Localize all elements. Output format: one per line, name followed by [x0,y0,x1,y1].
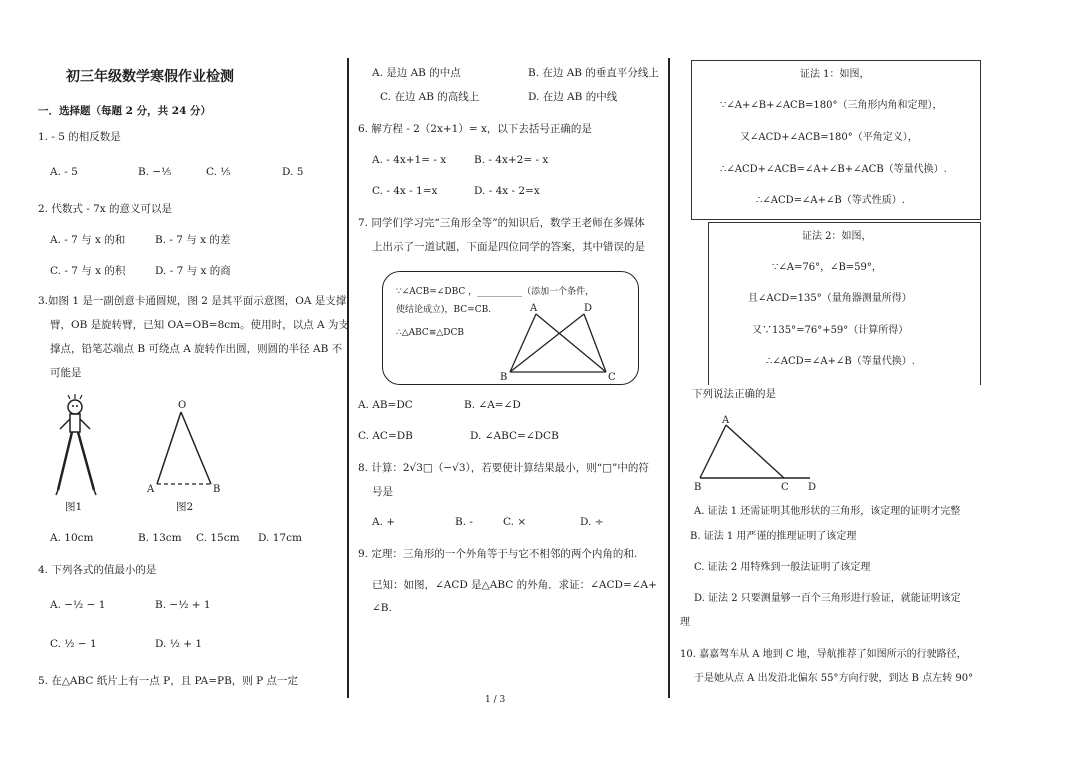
q3-option-a: A. 10cm [50,532,94,544]
label-d: D [584,303,593,314]
q9-triangle-figure [692,415,832,495]
q4-option-b: B. −½ + 1 [155,599,211,611]
q2-option-b: B. - 7 与 x 的差 [155,234,231,246]
q9-line-1: 9. 定理：三角形的一个外角等于与它不相邻的两个内角的和. [358,548,638,560]
label-o: O [178,400,187,411]
q7-option-d: D. ∠ABC=∠DCB [470,430,559,442]
q2-stem: 2. 代数式 - 7x 的意义可以是 [38,203,173,215]
label-a: A [530,303,538,314]
q2-option-a: A. - 7 与 x 的和 [50,234,126,246]
q1-option-c: C. ⅕ [206,166,231,178]
q8-option-d: D. ÷ [580,516,604,528]
q1-option-d: D. 5 [282,166,304,178]
label-b: B [213,484,221,495]
proof-1-line-3: ∴∠ACD+∠ACB=∠A+∠B+∠ACB（等量代换）. [720,164,947,175]
q3-line-1: 3.如图 1 是一副创意卡通圆规，图 2 是其平面示意图，OA 是支撑 [38,295,347,307]
q2-option-c: C. - 7 与 x 的积 [50,265,126,277]
q3-option-d: D. 17cm [258,532,302,544]
q9-line-3: ∠B. [372,602,392,614]
q6-option-a: A. - 4x+1= - x [372,154,447,166]
q9-option-d-line-2: 理 [680,617,690,628]
q1-option-a: A. - 5 [50,166,78,178]
q7-triangles-figure [498,302,623,382]
q6-option-d: D. - 4x - 2=x [474,185,540,197]
q5-option-a: A. 是边 AB 的中点 [372,67,461,79]
label-d: D [808,482,817,493]
q4-option-a: A. −½ − 1 [50,599,106,611]
q7-box-line-2: 使结论成立)，BC=CB. [396,305,492,315]
proof-2-line-3: 又∵135°=76°+59°（计算所得） [752,325,909,336]
q4-stem: 4. 下列各式的值最小的是 [38,564,157,576]
proof-1-line-1: ∵∠A+∠B+∠ACB=180°（三角形内角和定理）， [720,100,943,111]
proof-1-line-4: ∴∠ACD=∠A+∠B（等式性质）. [756,195,905,206]
q9-option-a: A. 证法 1 还需证明其他形状的三角形，该定理的证明才完整 [694,506,961,517]
proof-2-line-1: ∵∠A=76°，∠B=59°， [772,262,882,273]
q7-option-a: A. AB=DC [358,399,413,411]
q5-option-b: B. 在边 AB 的垂直平分线上 [528,67,659,79]
q8-option-b: B. - [455,516,473,528]
q3-line-4: 可能是 [50,367,82,379]
label-c: C [608,372,616,383]
proof-1-line-2: 又∠ACD+∠ACB=180°（平角定义）， [740,132,918,143]
fig1-caption: 图1 [65,501,83,513]
section-heading: 一．选择题（每题 2 分，共 24 分） [38,105,212,117]
q7-box-line-3: ∴△ABC≌△DCB [396,328,464,338]
q7-option-b: B. ∠A=∠D [464,399,521,411]
q3-option-c: C. 15cm [196,532,240,544]
q10-line-1: 10. 嘉嘉驾车从 A 地到 C 地，导航推荐了如图所示的行驶路径， [680,649,967,660]
column-divider-2 [668,58,670,698]
label-a: A [147,484,155,495]
q2-option-d: D. - 7 与 x 的商 [155,265,231,277]
column-divider-1 [347,58,349,698]
proof-2-line-2: 且∠ACD=135°（量角器测量所得） [748,293,912,304]
q3-line-3: 撑点，铅笔芯端点 B 可绕点 A 旋转作出圆，则圆的半径 AB 不 [50,343,343,355]
q4-option-c: C. ½ − 1 [50,638,97,650]
q6-option-c: C. - 4x - 1=x [372,185,438,197]
q7-box-line-1: ∵∠ACB=∠DBC ，__________（添加一个条件， [396,287,595,297]
label-b: B [694,482,702,493]
proof-1-heading: 证法 1：如图， [800,69,870,80]
q6-option-b: B. - 4x+2= - x [474,154,549,166]
q4-option-d: D. ½ + 1 [155,638,203,650]
q6-stem: 6. 解方程 - 2（2x+1）= x，以下去括号正确的是 [358,123,592,135]
q9-line-2: 已知：如图，∠ACD 是△ABC 的外角．求证：∠ACD=∠A+ [372,579,657,591]
q7-line-2: 上出示了一道试题，下面是四位同学的答案，其中错误的是 [372,241,645,253]
page-title: 初三年级数学寒假作业检测 [66,69,234,85]
page-number: 1 / 3 [485,695,506,705]
q5-option-d: D. 在边 AB 的中线 [528,91,618,103]
proof-2-line-4: ∴∠ACD=∠A+∠B（等量代换）. [766,356,915,367]
q1-option-b: B. −⅕ [138,166,172,178]
label-c: C [781,482,789,493]
q8-line-1: 8. 计算：2√3□（−√3），若要使计算结果最小，则“□”中的符 [358,462,649,474]
q9-option-c: C. 证法 2 用特殊到一般法证明了该定理 [694,562,871,573]
q8-option-a: A. + [372,516,396,528]
cartoon-compass-figure [48,395,108,495]
proof-2-heading: 证法 2：如图， [802,231,872,242]
q7-line-1: 7. 同学们学习完“三角形全等”的知识后，数学王老师在多媒体 [358,217,645,229]
q9-option-d-line-1: D. 证法 2 只要测量够一百个三角形进行验证，就能证明该定 [694,593,961,604]
q1-stem: 1. - 5 的相反数是 [38,131,121,143]
q9-option-b: B. 证法 1 用严谨的推理证明了该定理 [690,531,857,542]
q9-prompt: 下列说法正确的是 [692,388,776,400]
q3-option-b: B. 13cm [138,532,182,544]
q3-line-2: 臂，OB 是旋转臂，已知 OA=OB=8cm。使用时，以点 A 为支 [50,319,349,331]
q5-option-c: C. 在边 AB 的高线上 [380,91,480,103]
label-b: B [500,372,508,383]
compass-diagram-figure [145,398,235,498]
q10-line-2: 于是她从点 A 出发沿北偏东 55°方向行驶，到达 B 点左转 90° [694,673,974,684]
q8-option-c: C. × [503,516,527,528]
q8-line-2: 号是 [372,486,393,498]
q7-option-c: C. AC=DB [358,430,413,442]
fig2-caption: 图2 [176,501,194,513]
label-a: A [722,415,730,426]
q5-stem: 5. 在△ABC 纸片上有一点 P，且 PA=PB，则 P 点一定 [38,675,299,687]
